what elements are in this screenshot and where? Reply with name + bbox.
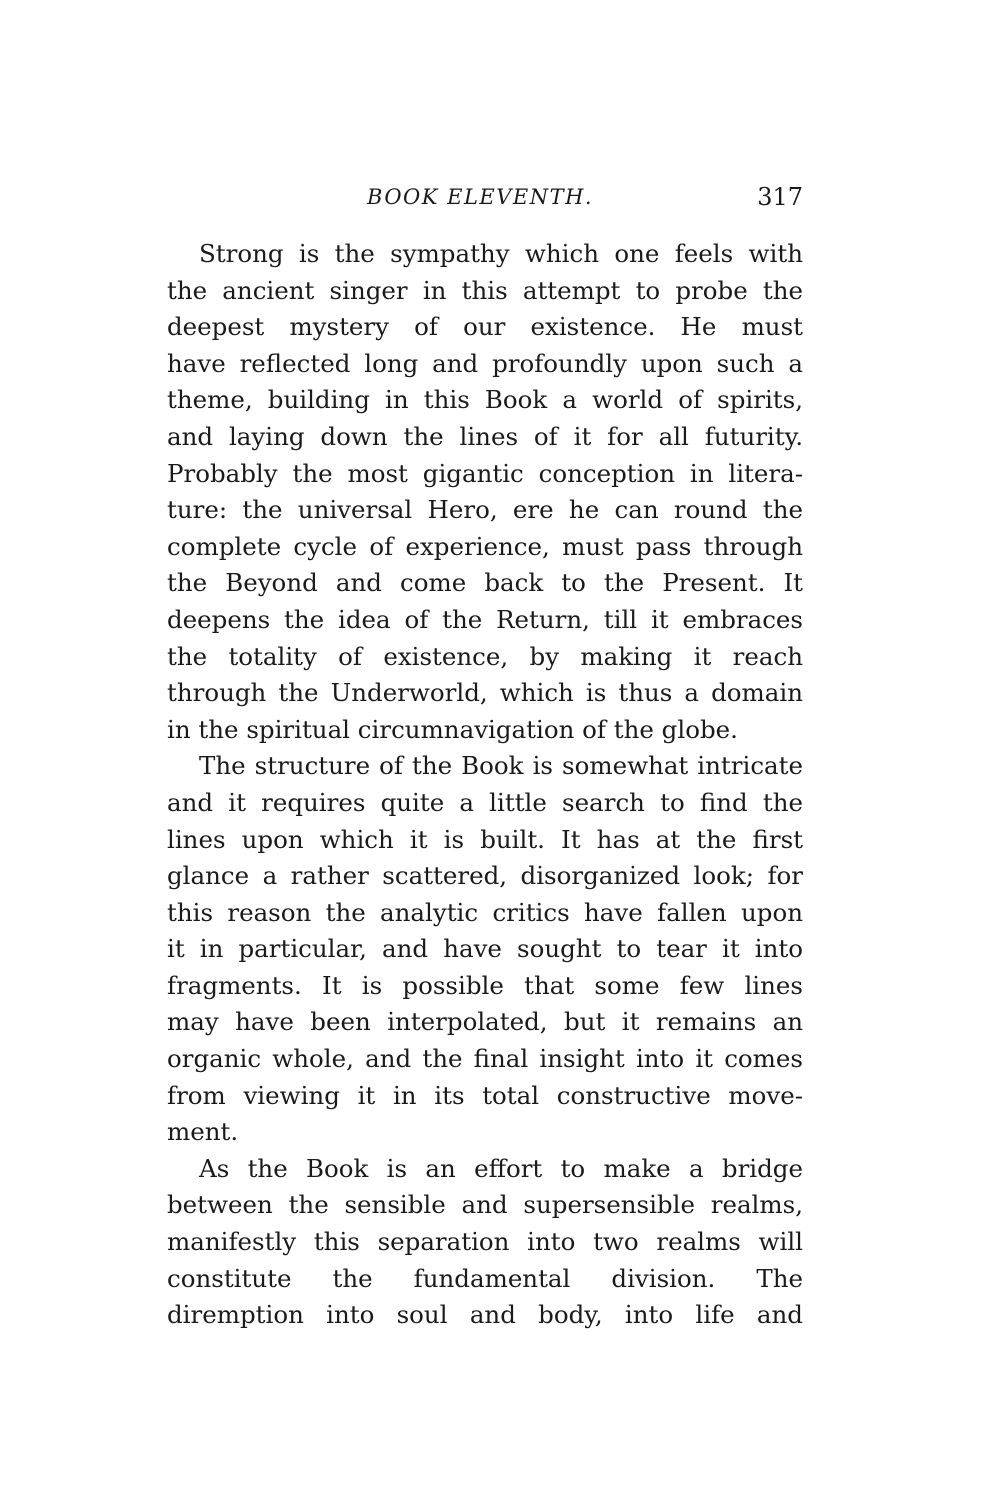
text-line: diremption into soul and body, into life and xyxy=(167,1300,803,1330)
text-line: Strong is the sympathy which one feels with xyxy=(199,239,803,268)
text-line: As the Book is an effort to make a bridge xyxy=(199,1153,803,1183)
text-line: manifestly this separation into two realms will xyxy=(167,1227,803,1257)
running-head xyxy=(167,183,803,217)
text-line: between the sensible and supersensible realms, xyxy=(167,1190,803,1220)
paragraph-2 xyxy=(167,748,803,1151)
paragraph-1 xyxy=(167,236,803,748)
text-line: and it requires quite a little search to find the xyxy=(167,787,803,817)
text-line: The structure of the Book is somewhat intricate xyxy=(199,751,803,781)
text-line: the Beyond and come back to the Present. It xyxy=(167,568,803,598)
running-title: BOOK ELEVENTH. xyxy=(367,185,594,209)
text-line: complete cycle of experience, must pass through xyxy=(167,531,803,561)
text-line: may have been interpolated, but it remains an xyxy=(167,1007,803,1037)
text-line: lines upon which it is built. It has at the first xyxy=(167,824,803,854)
text-line: in the spiritual circumnavigation of the globe. xyxy=(167,714,738,744)
text-line: glance a rather scattered, disorganized look; for xyxy=(167,861,803,891)
text-line: ture: the universal Hero, ere he can round the xyxy=(167,495,803,525)
text-line: have reflected long and profoundly upon such a xyxy=(167,348,803,378)
text-line: deepens the idea of the Return, till it embraces xyxy=(167,604,803,634)
text-line: fragments. It is possible that some few lines xyxy=(167,970,803,1000)
text-line: theme, building in this Book a world of spirits, xyxy=(167,385,803,415)
text-line: organic whole, and the final insight into it comes xyxy=(167,1044,803,1074)
text-line: ment. xyxy=(167,1117,239,1147)
text-line: constitute the fundamental division. The xyxy=(167,1263,803,1293)
text-line: from viewing it in its total constructive move- xyxy=(167,1080,803,1110)
text-line: deepest mystery of our existence. He must xyxy=(167,312,803,342)
text-line: the totality of existence, by making it reach xyxy=(167,641,803,671)
text-line: the ancient singer in this attempt to probe the xyxy=(167,275,803,305)
text-line: through the Underworld, which is thus a domain xyxy=(167,678,803,708)
paragraph-3 xyxy=(167,1151,803,1334)
text-line: Probably the most gigantic conception in litera- xyxy=(167,458,803,488)
text-line: and laying down the lines of it for all futurity. xyxy=(167,421,803,451)
text-line: this reason the analytic critics have fallen upon xyxy=(167,897,803,927)
text-line: it in particular, and have sought to tear it into xyxy=(167,934,803,964)
body-text xyxy=(167,236,803,1334)
page-number: 317 xyxy=(757,183,803,211)
